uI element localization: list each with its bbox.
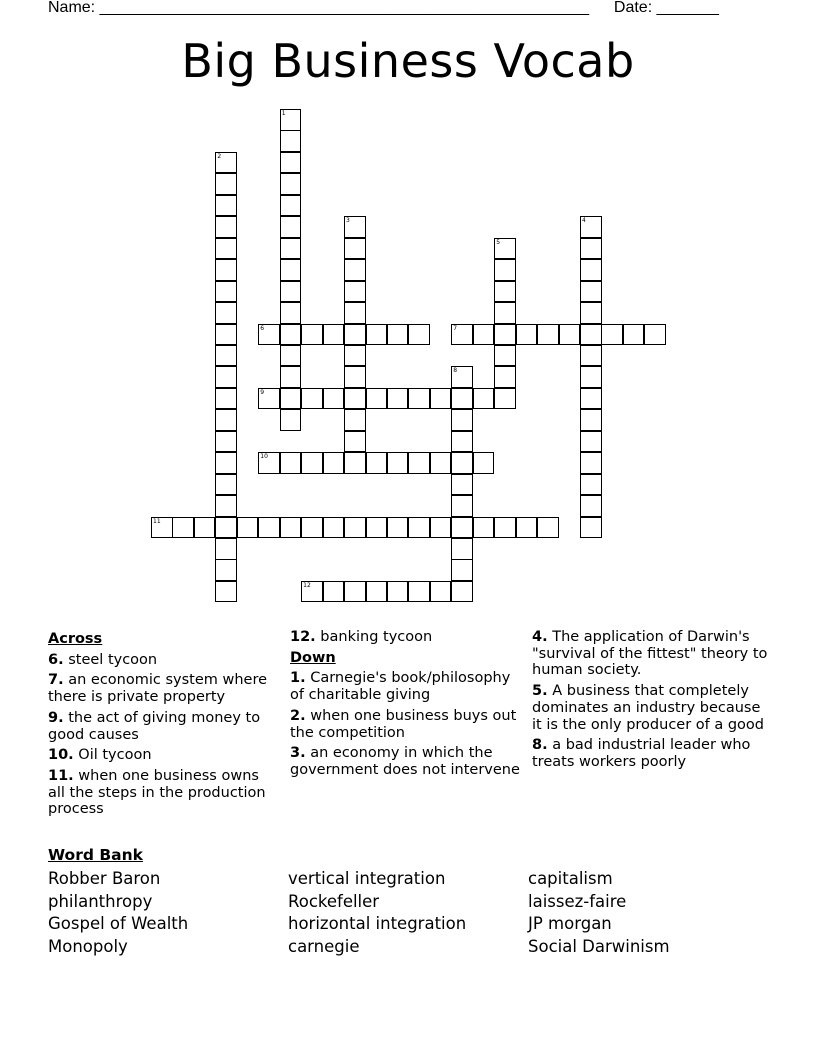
- word-bank-item: Rockefeller: [288, 891, 380, 911]
- grid-cell[interactable]: [215, 559, 237, 581]
- clue-number: 3: [346, 217, 350, 225]
- grid-cell[interactable]: [194, 517, 216, 539]
- grid-cell[interactable]: [580, 259, 602, 281]
- grid-cell[interactable]: [280, 388, 302, 410]
- clue-number: 2: [217, 152, 222, 160]
- grid-cell[interactable]: [580, 431, 602, 453]
- grid-cell[interactable]: [537, 324, 559, 346]
- clue-number: 4: [582, 217, 586, 225]
- grid-cell[interactable]: [451, 495, 473, 517]
- grid-cell[interactable]: [215, 238, 237, 260]
- grid-cell[interactable]: [494, 517, 516, 539]
- grid-cell[interactable]: [387, 452, 409, 474]
- word-bank-item: vertical integration: [288, 869, 446, 888]
- grid-cell[interactable]: [623, 324, 645, 346]
- clue-item: [290, 708, 522, 741]
- clue-text: the act of giving money to good causes: [48, 709, 261, 743]
- grid-cell[interactable]: [301, 324, 323, 346]
- word-bank-item: philanthropy: [48, 891, 153, 911]
- clue-number-label: 10.: [48, 747, 74, 764]
- grid-cell[interactable]: [473, 452, 495, 474]
- grid-cell[interactable]: [580, 474, 602, 496]
- grid-cell[interactable]: [215, 152, 237, 174]
- word-bank-item: Social Darwinism: [528, 937, 670, 957]
- grid-cell[interactable]: [451, 581, 473, 603]
- grid-cell[interactable]: [215, 259, 237, 281]
- grid-cell[interactable]: [280, 259, 302, 281]
- grid-cell[interactable]: [430, 388, 452, 410]
- grid-cell[interactable]: [280, 152, 302, 174]
- grid-cell[interactable]: [280, 302, 302, 324]
- grid-cell[interactable]: [430, 517, 452, 539]
- word-bank-column-2: [288, 868, 466, 959]
- grid-cell[interactable]: [344, 238, 366, 260]
- grid-cell[interactable]: [215, 431, 237, 453]
- grid-cell[interactable]: [237, 517, 259, 539]
- grid-cell[interactable]: [215, 452, 237, 474]
- grid-cell[interactable]: [494, 366, 516, 388]
- grid-cell[interactable]: [215, 302, 237, 324]
- grid-cell[interactable]: [430, 452, 452, 474]
- clue-column-2: [290, 629, 522, 783]
- word-bank-item: Gospel of Wealth: [48, 914, 189, 934]
- clue-section-heading: Across: [48, 631, 103, 647]
- clue-text: banking tycoon: [320, 629, 433, 645]
- grid-cell[interactable]: [215, 581, 237, 603]
- grid-cell[interactable]: [408, 388, 430, 410]
- grid-cell[interactable]: [215, 195, 237, 217]
- grid-cell[interactable]: [323, 452, 345, 474]
- grid-cell[interactable]: [408, 517, 430, 539]
- clue-item: [48, 672, 280, 705]
- word-bank-item: JP morgan: [528, 914, 612, 934]
- page-title: Big Business Vocab: [181, 34, 635, 88]
- clue-number: 8: [453, 367, 458, 375]
- grid-cell[interactable]: [280, 281, 302, 303]
- clue-number-label: 11.: [48, 767, 74, 784]
- grid-cell[interactable]: [644, 324, 666, 346]
- clue-section-heading: Down: [290, 649, 336, 666]
- grid-cell[interactable]: [451, 431, 473, 453]
- grid-cell[interactable]: [215, 538, 237, 560]
- word-bank-item: carnegie: [288, 937, 360, 957]
- grid-cell[interactable]: [344, 409, 366, 431]
- clue-text: The application of Darwin's "survival of the fittest" theory to human society.: [532, 629, 768, 679]
- grid-cell[interactable]: [344, 431, 366, 453]
- name-line[interactable]: _______________________________________________________: [99, 0, 589, 16]
- clue-text: an economic system where there is private property: [48, 672, 268, 706]
- grid-cell[interactable]: [580, 324, 602, 346]
- grid-cell[interactable]: [451, 517, 473, 539]
- grid-cell[interactable]: [494, 302, 516, 324]
- grid-cell[interactable]: [280, 409, 302, 431]
- grid-cell[interactable]: [344, 517, 366, 539]
- grid-cell[interactable]: [580, 452, 602, 474]
- grid-cell[interactable]: [580, 388, 602, 410]
- grid-cell[interactable]: [280, 452, 302, 474]
- grid-cell[interactable]: [387, 324, 409, 346]
- grid-cell[interactable]: [451, 409, 473, 431]
- grid-cell[interactable]: [408, 324, 430, 346]
- grid-cell[interactable]: [258, 517, 280, 539]
- grid-cell[interactable]: [387, 517, 409, 539]
- grid-cell[interactable]: [280, 130, 302, 152]
- grid-cell[interactable]: [580, 517, 602, 539]
- grid-cell[interactable]: [451, 559, 473, 581]
- grid-cell[interactable]: [408, 452, 430, 474]
- grid-cell[interactable]: [580, 281, 602, 303]
- grid-cell[interactable]: [215, 216, 237, 238]
- grid-cell[interactable]: [258, 388, 280, 410]
- clue-item: [48, 710, 280, 743]
- clue-item: [290, 745, 522, 778]
- clue-text: A business that completely dominates an industry because it is the only producer of a good: [532, 683, 765, 733]
- grid-cell[interactable]: [215, 388, 237, 410]
- clue-column-3: [532, 629, 768, 775]
- clue-column-1: [48, 629, 280, 822]
- clue-item: [48, 652, 280, 669]
- clue-item: [290, 670, 522, 703]
- clue-number: 5: [496, 238, 501, 246]
- grid-cell[interactable]: [601, 324, 623, 346]
- grid-cell[interactable]: [451, 452, 473, 474]
- grid-cell[interactable]: [451, 538, 473, 560]
- grid-cell[interactable]: [344, 281, 366, 303]
- grid-cell[interactable]: [344, 324, 366, 346]
- clue-text: a bad industrial leader who treats workers poorly: [532, 737, 751, 770]
- grid-cell[interactable]: [151, 517, 173, 539]
- grid-cell[interactable]: [494, 345, 516, 367]
- grid-cell[interactable]: [473, 517, 495, 539]
- grid-cell[interactable]: [215, 517, 237, 539]
- grid-cell[interactable]: [215, 173, 237, 195]
- grid-cell[interactable]: [580, 366, 602, 388]
- grid-cell[interactable]: [451, 388, 473, 410]
- grid-cell[interactable]: [280, 517, 302, 539]
- grid-cell[interactable]: [280, 345, 302, 367]
- grid-cell[interactable]: [215, 281, 237, 303]
- grid-cell[interactable]: [494, 281, 516, 303]
- clue-number-label: 1.: [290, 670, 306, 687]
- grid-cell[interactable]: [344, 345, 366, 367]
- word-bank-column-1: [48, 868, 188, 959]
- clue-number-label: 8.: [532, 737, 548, 754]
- grid-cell[interactable]: [344, 216, 366, 238]
- grid-cell[interactable]: [301, 388, 323, 410]
- grid-cell[interactable]: [494, 324, 516, 346]
- grid-cell[interactable]: [215, 345, 237, 367]
- clue-text: when one business buys out the competition: [290, 707, 517, 741]
- grid-cell[interactable]: [280, 366, 302, 388]
- grid-cell[interactable]: [215, 495, 237, 517]
- grid-cell[interactable]: [344, 259, 366, 281]
- grid-cell[interactable]: [516, 517, 538, 539]
- clue-text: steel tycoon: [68, 651, 158, 668]
- grid-cell[interactable]: [301, 517, 323, 539]
- grid-cell[interactable]: [366, 324, 388, 346]
- grid-cell[interactable]: [215, 366, 237, 388]
- grid-cell[interactable]: [408, 581, 430, 603]
- grid-cell[interactable]: [323, 324, 345, 346]
- grid-cell[interactable]: [494, 259, 516, 281]
- grid-cell[interactable]: [473, 388, 495, 410]
- grid-cell[interactable]: [172, 517, 194, 539]
- grid-cell[interactable]: [366, 517, 388, 539]
- clue-number-label: 9.: [48, 709, 64, 726]
- grid-cell[interactable]: [387, 581, 409, 603]
- grid-cell[interactable]: [258, 452, 280, 474]
- word-bank-item: laissez-faire: [528, 891, 627, 911]
- clue-item: [532, 683, 768, 733]
- word-bank-item: horizontal integration: [288, 914, 467, 934]
- date-label: Date:: [613, 0, 653, 16]
- clue-text: when one business owns all the steps in the production process: [48, 767, 266, 818]
- grid-cell[interactable]: [323, 388, 345, 410]
- clue-number: 6: [260, 324, 265, 332]
- clue-number-label: 5.: [532, 683, 548, 700]
- clue-number: 12: [303, 581, 311, 589]
- clue-number-label: 4.: [532, 629, 548, 645]
- clue-item: [290, 629, 522, 646]
- grid-cell[interactable]: [280, 109, 302, 131]
- grid-cell[interactable]: [580, 238, 602, 260]
- word-bank-heading: Word Bank: [48, 846, 143, 864]
- word-bank-column-3: [528, 868, 670, 959]
- grid-cell[interactable]: [301, 581, 323, 603]
- grid-cell[interactable]: [580, 216, 602, 238]
- grid-cell[interactable]: [559, 324, 581, 346]
- grid-cell[interactable]: [301, 452, 323, 474]
- clue-number: 11: [153, 517, 161, 525]
- grid-cell[interactable]: [387, 388, 409, 410]
- grid-cell[interactable]: [430, 581, 452, 603]
- grid-cell[interactable]: [258, 324, 280, 346]
- grid-cell[interactable]: [580, 409, 602, 431]
- clue-number: 7: [453, 324, 458, 332]
- clue-number-label: 3.: [290, 745, 306, 762]
- grid-cell[interactable]: [516, 324, 538, 346]
- grid-cell[interactable]: [451, 366, 473, 388]
- grid-cell[interactable]: [580, 495, 602, 517]
- grid-cell[interactable]: [344, 388, 366, 410]
- grid-cell[interactable]: [366, 452, 388, 474]
- name-label: Name:: [48, 0, 96, 16]
- grid-cell[interactable]: [323, 581, 345, 603]
- clue-number-label: 2.: [290, 707, 306, 724]
- clue-text: Oil tycoon: [78, 747, 152, 764]
- date-line[interactable]: _______: [656, 0, 719, 16]
- grid-cell[interactable]: [366, 581, 388, 603]
- grid-cell[interactable]: [280, 238, 302, 260]
- clue-number-label: 7.: [48, 672, 64, 689]
- grid-cell[interactable]: [215, 324, 237, 346]
- clue-number: 9: [260, 388, 265, 396]
- grid-cell[interactable]: [280, 173, 302, 195]
- clue-text: an economy in which the government does not intervene: [290, 745, 520, 778]
- grid-cell[interactable]: [580, 302, 602, 324]
- clue-number: 1: [281, 110, 286, 117]
- clue-number: 10: [260, 453, 268, 461]
- clue-text: Carnegie's book/philosophy of charitable giving: [290, 670, 511, 704]
- clue-number-label: 12.: [290, 629, 316, 645]
- grid-cell[interactable]: [344, 366, 366, 388]
- grid-cell[interactable]: [537, 517, 559, 539]
- word-bank-item: Monopoly: [48, 937, 128, 957]
- grid-cell[interactable]: [344, 452, 366, 474]
- grid-cell[interactable]: [323, 517, 345, 539]
- grid-cell[interactable]: [580, 345, 602, 367]
- word-bank-item: Robber Baron: [48, 869, 161, 888]
- grid-cell[interactable]: [451, 324, 473, 346]
- clue-item: [48, 768, 280, 818]
- grid-cell[interactable]: [344, 302, 366, 324]
- clue-item: [48, 747, 280, 764]
- grid-cell[interactable]: [344, 581, 366, 603]
- clue-number-label: 6.: [48, 651, 64, 668]
- grid-cell[interactable]: [215, 409, 237, 431]
- grid-cell[interactable]: [280, 324, 302, 346]
- grid-cell[interactable]: [215, 474, 237, 496]
- grid-cell[interactable]: [366, 388, 388, 410]
- clue-item: [532, 629, 768, 679]
- grid-cell[interactable]: [473, 324, 495, 346]
- word-bank-item: capitalism: [528, 869, 613, 888]
- grid-cell[interactable]: [451, 474, 473, 496]
- grid-cell[interactable]: [494, 238, 516, 260]
- grid-cell[interactable]: [280, 216, 302, 238]
- grid-cell[interactable]: [494, 388, 516, 410]
- clue-item: [532, 737, 768, 770]
- grid-cell[interactable]: [280, 195, 302, 217]
